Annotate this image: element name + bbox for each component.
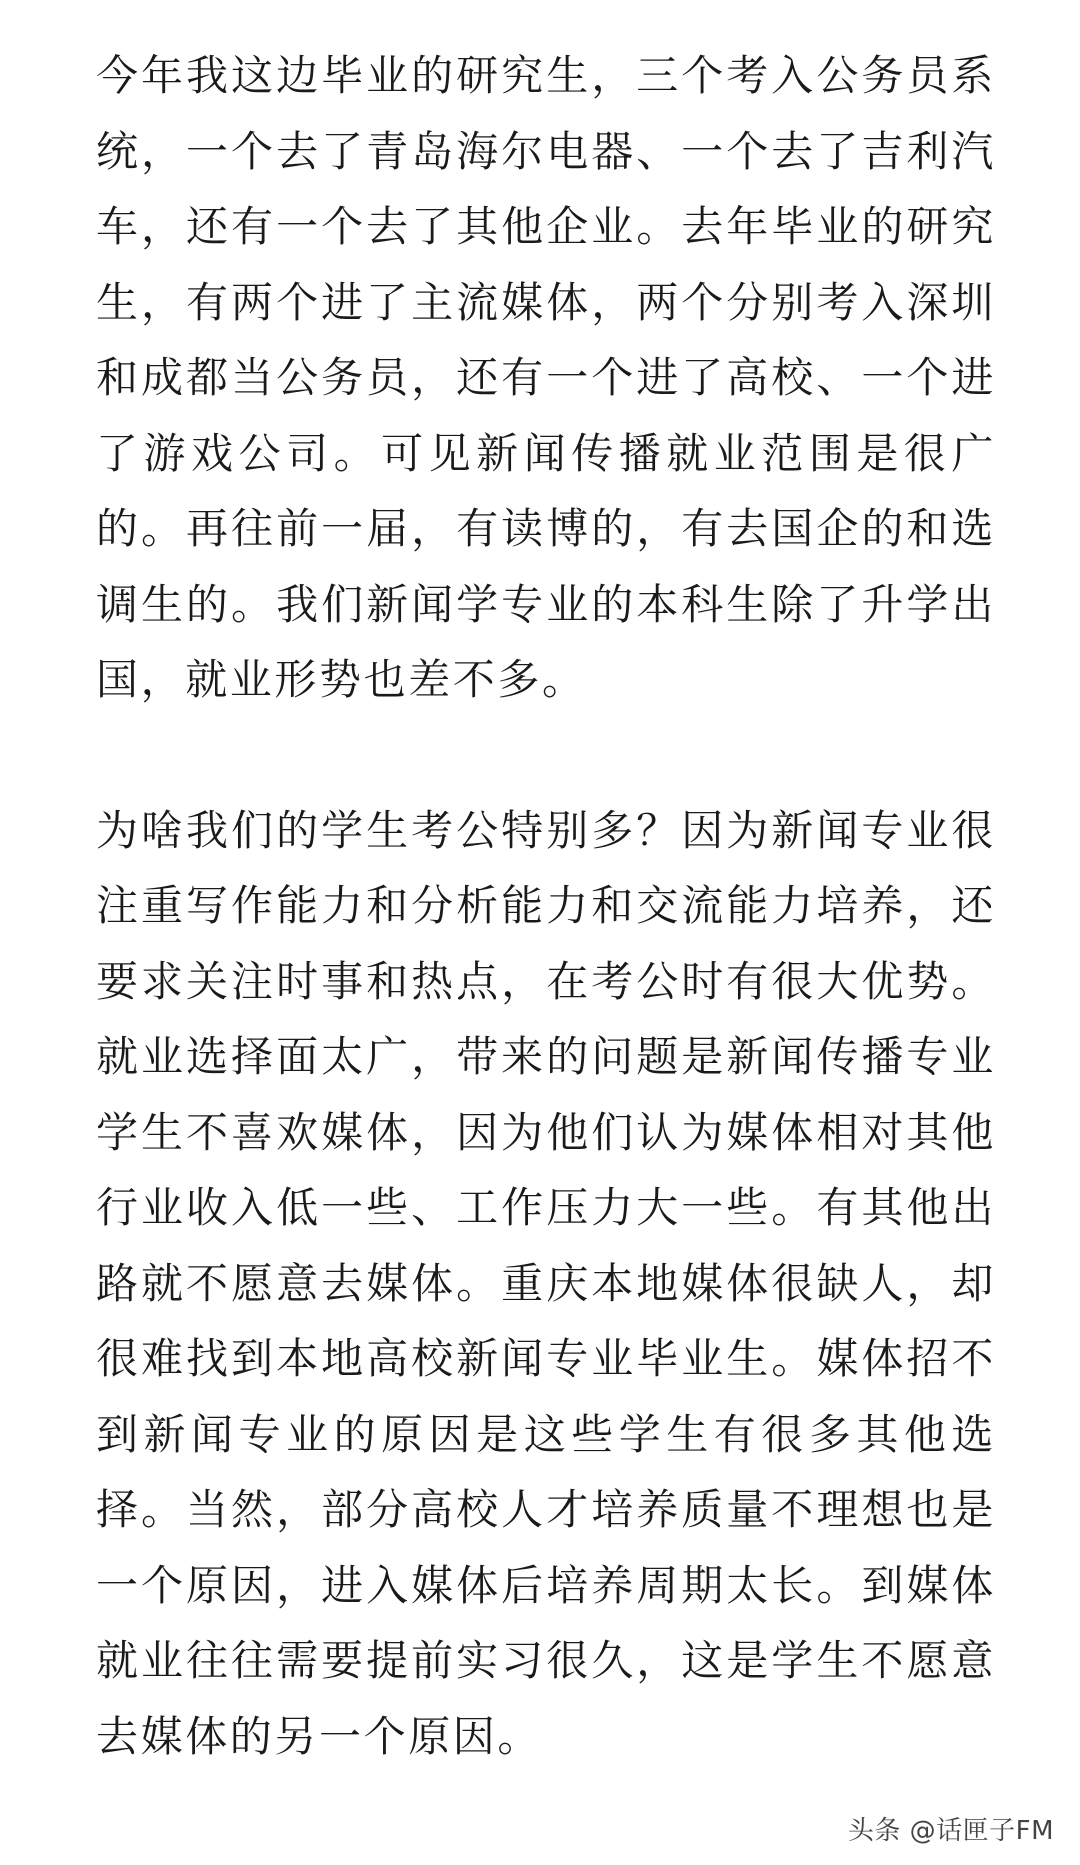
paragraph-1: 今年我这边毕业的研究生，三个考入公务员系统，一个去了青岛海尔电器、一个去了吉利汽车，还有一个去了其他企业。去年毕业的研究生，有两个进了主流媒体，两个分别考入深圳和成都当公务员，还有一个进了高校、一个进了游戏公司。可见新闻传播就业范围是很广的。再往前一届，有读博的，有去国企的和选调生的。我们新闻学专业的本科生除了升学出国，就业形势也差不多。 xyxy=(96,51,996,704)
article-body xyxy=(96,38,996,1774)
paragraph-2: 为啥我们的学生考公特别多？因为新闻专业很注重写作能力和分析能力和交流能力培养，还要求关注时事和热点，在考公时有很大优势。就业选择面太广，带来的问题是新闻传播专业学生不喜欢媒体，因为他们认为媒体相对其他行业收入低一些、工作压力大一些。有其他出路就不愿意去媒体。重庆本地媒体很缺人，却很难找到本地高校新闻专业毕业生。媒体招不到新闻专业的原因是这些学生有很多其他选择。当然，部分高校人才培养质量不理想也是一个原因，进入媒体后培养周期太长。到媒体就业往往需要提前实习很久，这是学生不愿意去媒体的另一个原因。 xyxy=(96,805,996,1761)
source-watermark: 头条 @话匣子FM xyxy=(847,1816,1054,1846)
